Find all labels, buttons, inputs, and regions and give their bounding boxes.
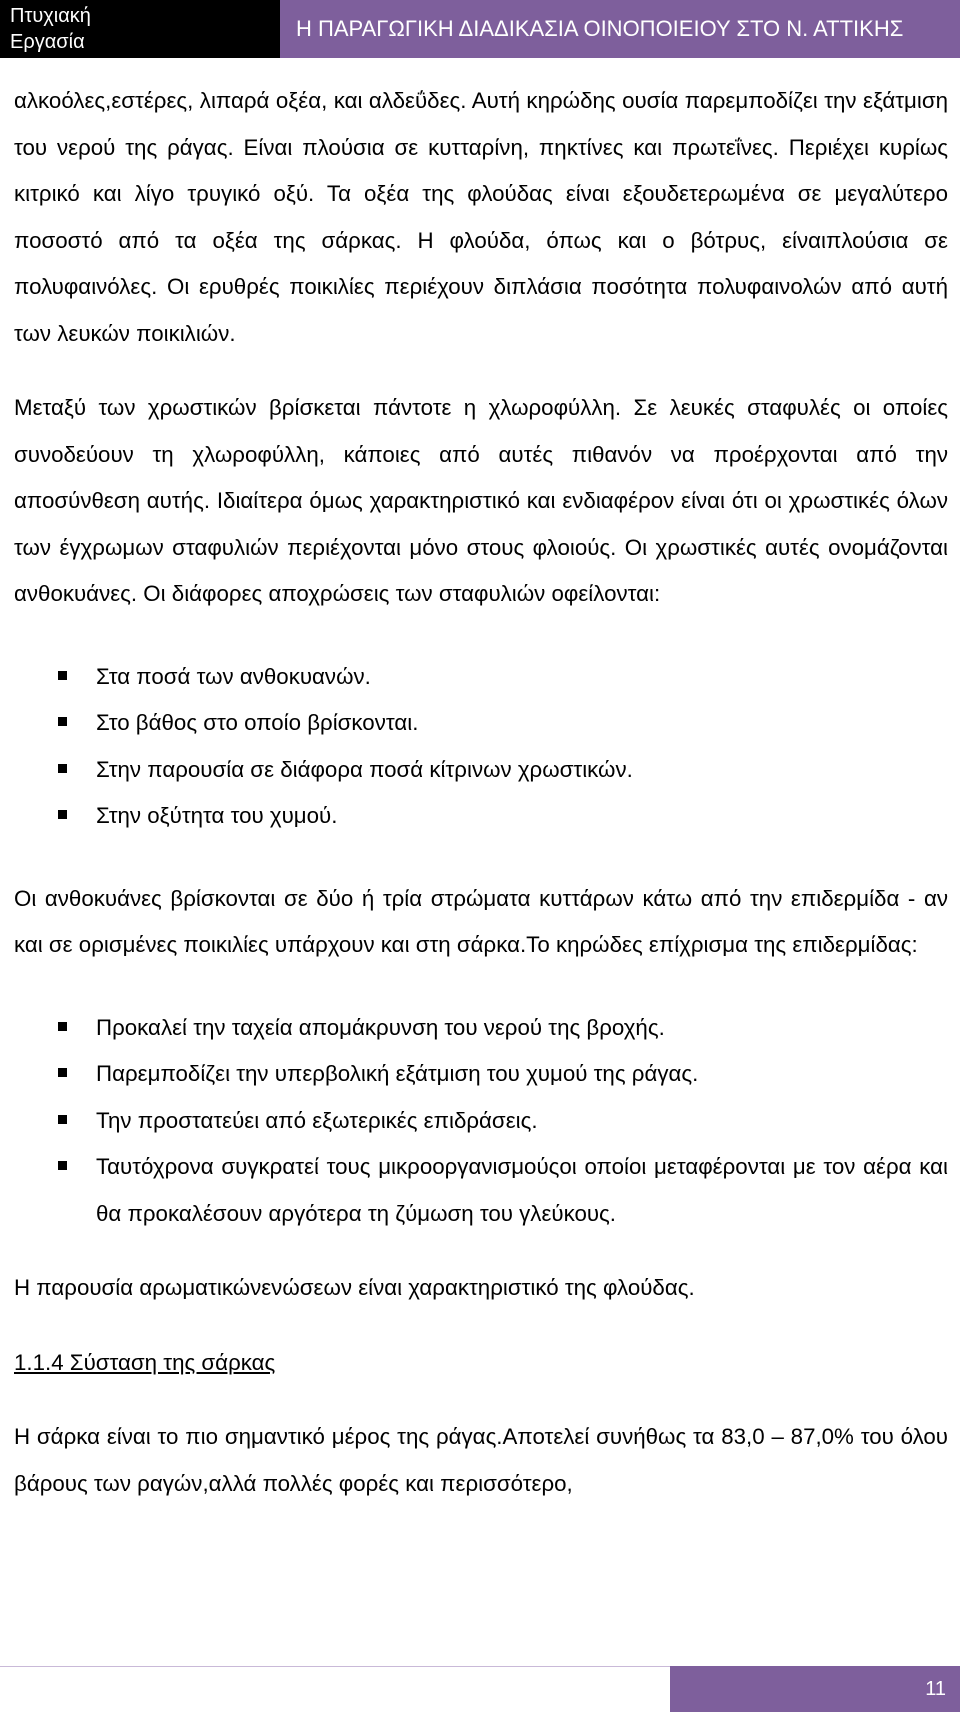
section-heading: 1.1.4 Σύσταση της σάρκας <box>14 1349 276 1375</box>
bullet-square-icon <box>58 1068 67 1077</box>
header-label-line2: Εργασία <box>10 31 85 53</box>
list-item: Στην οξύτητα του χυμού. <box>14 793 948 840</box>
bullet-square-icon <box>58 1022 67 1031</box>
page-header <box>0 0 960 58</box>
paragraph-3: Οι ανθοκυάνες βρίσκονται σε δύο ή τρία στρώματα κυττάρων κάτω από την επιδερμίδα - αν και σε ορισμένες ποικιλίες υπάρχουν και στη σάρκα.Το κηρώδες επίχρισμα της επιδερμίδας: <box>14 885 948 957</box>
paragraph-2: Μεταξύ των χρωστικών βρίσκεται πάντοτε η χλωροφύλλη. Σε λευκές σταφυλές οι οποίες συνοδεύουν τη χλωροφύλλη, κάποιες από αυτές πιθανόν να προέρχονται από την αποσύνθεση αυτής. Ιδιαίτερα όμως χαρακτηριστικό και ενδιαφέρον είναι ότι οι χρωστικές όλων των έγχρωμων σταφυλιών περιέχονται μόνο στους φλοιούς. Οι χρωστικές αυτές ονομάζονται ανθοκυάνες. Οι διάφορες αποχρώσεις των σταφυλιών οφείλονται: <box>14 395 948 606</box>
list-item: Προκαλεί την ταχεία απομάκρυνση του νερού της βροχής. <box>14 1005 948 1052</box>
list-item: Στην παρουσία σε διάφορα ποσά κίτρινων χρωστικών. <box>14 747 948 794</box>
list-item: Την προστατεύει από εξωτερικές επιδράσεις. <box>14 1098 948 1145</box>
page-body <box>14 78 948 1507</box>
bullet-square-icon <box>58 1115 67 1124</box>
list-item: Στα ποσά των ανθοκυανών. <box>14 654 948 701</box>
paragraph-5: Η σάρκα είναι το πιο σημαντικό μέρος της ράγας.Αποτελεί συνήθως τα 83,0 – 87,0% του όλου βάρους των ραγών,αλλά πολλές φορές και περισσότερο, <box>14 1424 948 1496</box>
bullet-square-icon <box>58 717 67 726</box>
bullet-square-icon <box>58 810 67 819</box>
list-item: Παρεμποδίζει την υπερβολική εξάτμιση του χυμού της ράγας. <box>14 1051 948 1098</box>
header-title: Η ΠΑΡΑΓΩΓΙΚΗ ΔΙΑΔΙΚΑΣΙΑ ΟΙΝΟΠΟΙΕΙΟΥ ΣΤΟ Ν. ΑΤΤΙΚΗΣ <box>280 0 960 58</box>
bullet-square-icon <box>58 1161 67 1170</box>
paragraph-4: Η παρουσία αρωματικώνενώσεων είναι χαρακτηριστικό της φλούδας. <box>14 1275 695 1300</box>
bullet-list-2 <box>14 1005 948 1238</box>
list-item: Στο βάθος στο οποίο βρίσκονται. <box>14 700 948 747</box>
bullet-square-icon <box>58 671 67 680</box>
header-label <box>0 0 280 58</box>
paragraph-1: αλκοόλες,εστέρες, λιπαρά οξέα, και αλδεΰδες. Αυτή κηρώδης ουσία παρεμποδίζει την εξάτμιση του νερού της ράγας. Είναι πλούσια σε κυτταρίνη, πηκτίνες και πρωτεΐνες. Περιέχει κυρίως κιτρικό και λίγο τρυγικό οξύ. Τα οξέα της φλούδας είναι εξουδετερωμένα σε μεγαλύτερο ποσοστό από τα οξέα της σάρκας. Η φλούδα, όπως και ο βότρυς, είναιπλούσια σε πολυφαινόλες. Οι ερυθρές ποικιλίες περιέχουν διπλάσια ποσότητα πολυφαινολών από αυτή των λευκών ποικιλιών. <box>14 88 948 346</box>
list-item: Ταυτόχρονα συγκρατεί τους μικροοργανισμούςοι οποίοι μεταφέρονται με τον αέρα και θα προκαλέσουν αργότερα τη ζύμωση του γλεύκους. <box>14 1144 948 1237</box>
bullet-square-icon <box>58 764 67 773</box>
header-label-line1: Πτυχιακή <box>10 5 91 27</box>
page-number: 11 <box>670 1666 960 1712</box>
bullet-list-1 <box>14 654 948 840</box>
